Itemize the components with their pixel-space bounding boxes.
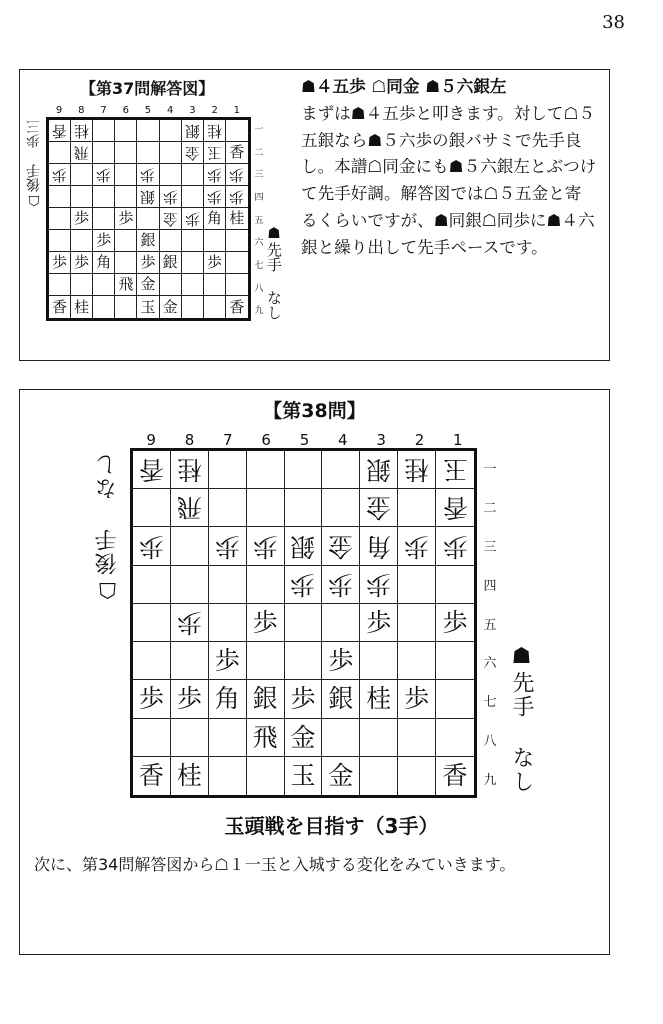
board-square xyxy=(285,680,323,718)
sente-piece: 歩 xyxy=(252,607,278,637)
board-square xyxy=(226,230,248,252)
board-square xyxy=(137,142,159,164)
board-square xyxy=(71,230,93,252)
board-square xyxy=(436,451,474,489)
gote-piece: 歩 xyxy=(252,531,278,561)
rank-label: 一 xyxy=(483,461,497,477)
board-square xyxy=(160,164,182,186)
file-label: 9 xyxy=(55,104,63,116)
board-square xyxy=(204,186,226,208)
board-square xyxy=(115,186,137,208)
board-square xyxy=(360,489,398,527)
sente-piece: 香 xyxy=(52,297,68,316)
board-square xyxy=(160,252,182,274)
board-square xyxy=(133,489,171,527)
board-square xyxy=(204,252,226,274)
file-label: 7 xyxy=(100,104,107,116)
board-square xyxy=(160,120,182,142)
gote-piece: 桂 xyxy=(176,455,202,485)
sente-piece: 飛 xyxy=(252,722,278,752)
board-square xyxy=(204,208,226,230)
sente-piece: 銀 xyxy=(162,253,178,271)
file-label: 3 xyxy=(376,431,386,449)
board-square xyxy=(115,142,137,164)
board-square xyxy=(182,142,204,164)
file-label: 4 xyxy=(338,431,348,449)
gote-piece: 角 xyxy=(366,531,392,561)
board-square xyxy=(247,527,285,565)
board-square xyxy=(209,451,247,489)
board-square xyxy=(115,296,137,318)
board-square xyxy=(93,230,115,252)
board-square xyxy=(226,186,248,208)
board-square xyxy=(360,451,398,489)
body-text-38: 次に、第34問解答図から☖１一玉と入城する変化をみていきます。 xyxy=(34,855,516,874)
sente-piece: 歩 xyxy=(138,684,164,714)
board-square xyxy=(160,208,182,230)
board-square xyxy=(436,527,474,565)
board-square xyxy=(93,164,115,186)
board-square xyxy=(133,566,171,604)
board-square xyxy=(171,566,209,604)
board-square xyxy=(137,230,159,252)
gote-piece: 歩 xyxy=(229,188,245,206)
board-square xyxy=(398,642,436,680)
sente-piece: 桂 xyxy=(229,209,245,227)
file-label: 5 xyxy=(144,104,152,116)
board-square xyxy=(247,719,285,757)
board-square xyxy=(247,757,285,795)
board-square xyxy=(247,680,285,718)
problem-caption-38: 玉頭戦を目指す（3手） xyxy=(224,814,439,838)
board-square xyxy=(160,230,182,252)
sente-piece: 銀 xyxy=(140,231,156,249)
board-square xyxy=(247,451,285,489)
board-square xyxy=(49,208,71,230)
file-labels-38 xyxy=(132,430,477,450)
file-label: 1 xyxy=(233,104,241,116)
board-square xyxy=(133,642,171,680)
board-square xyxy=(398,719,436,757)
board-square xyxy=(160,186,182,208)
file-label: 8 xyxy=(78,104,85,116)
board-square xyxy=(182,230,204,252)
rank-label: 三 xyxy=(254,170,264,181)
sente-piece: 香 xyxy=(229,143,245,161)
commentary-37 xyxy=(301,74,597,262)
sente-piece: 歩 xyxy=(118,209,134,227)
rank-label: 九 xyxy=(483,773,497,789)
gote-piece: 金 xyxy=(184,144,200,162)
board-square xyxy=(360,566,398,604)
board-square xyxy=(360,757,398,795)
gote-piece: 飛 xyxy=(74,144,90,162)
gote-piece: 歩 xyxy=(290,569,316,599)
board-square xyxy=(160,296,182,318)
rank-label: 八 xyxy=(254,283,264,294)
board-square xyxy=(137,296,159,318)
gote-piece: 歩 xyxy=(140,166,156,184)
board-square xyxy=(398,489,436,527)
board-square xyxy=(182,296,204,318)
board-square xyxy=(436,680,474,718)
sente-piece: 金 xyxy=(290,722,316,752)
sente-piece: 歩 xyxy=(206,253,222,271)
file-label: 5 xyxy=(299,431,310,449)
board-square xyxy=(209,566,247,604)
gote-piece: 玉 xyxy=(206,144,222,162)
gote-piece: 歩 xyxy=(328,569,354,599)
board-square xyxy=(171,604,209,642)
sente-piece: 金 xyxy=(162,297,178,316)
board-square xyxy=(322,451,360,489)
board-square xyxy=(285,604,323,642)
board-square xyxy=(209,527,247,565)
file-label: 3 xyxy=(189,104,196,116)
file-label: 8 xyxy=(184,431,195,449)
file-label: 2 xyxy=(414,431,425,449)
sente-hand-38: ☗先手 なし xyxy=(509,644,534,794)
board-square xyxy=(398,680,436,718)
sente-piece: 金 xyxy=(140,275,156,293)
gote-piece: 桂 xyxy=(404,455,430,485)
board-square xyxy=(436,757,474,795)
board-square xyxy=(71,252,93,274)
gote-piece: 歩 xyxy=(162,188,178,206)
board-square xyxy=(247,642,285,680)
board-square xyxy=(115,230,137,252)
board-square xyxy=(71,164,93,186)
board-square xyxy=(182,252,204,274)
gote-piece: 金 xyxy=(328,531,354,561)
board-square xyxy=(247,566,285,604)
gote-piece: 金 xyxy=(162,210,178,228)
board-square xyxy=(137,208,159,230)
board-square xyxy=(93,296,115,318)
board-square xyxy=(436,604,474,642)
board-square xyxy=(171,680,209,718)
board-square xyxy=(436,489,474,527)
board-square xyxy=(360,604,398,642)
rank-label: 八 xyxy=(483,734,497,750)
sente-piece: 角 xyxy=(214,684,240,714)
file-label: 1 xyxy=(453,431,463,449)
rank-label: 一 xyxy=(254,124,264,135)
board-square xyxy=(226,208,248,230)
board-square xyxy=(322,527,360,565)
file-label: 2 xyxy=(211,104,218,116)
board-square xyxy=(398,604,436,642)
sente-hand-37: ☗先手 なし xyxy=(265,224,283,320)
rank-labels-38 xyxy=(481,448,499,798)
rank-label: 二 xyxy=(483,500,497,516)
sente-piece: 桂 xyxy=(176,761,202,791)
gote-piece: 歩 xyxy=(404,531,430,561)
board-square xyxy=(204,120,226,142)
board-square xyxy=(49,164,71,186)
board-square xyxy=(322,489,360,527)
sente-piece: 歩 xyxy=(366,607,392,637)
board-square xyxy=(226,142,248,164)
gote-piece: 歩 xyxy=(138,531,164,561)
board-square xyxy=(322,566,360,604)
gote-piece: 銀 xyxy=(366,455,392,485)
board-square xyxy=(226,164,248,186)
board-square xyxy=(285,642,323,680)
board-square xyxy=(49,186,71,208)
sente-piece: 歩 xyxy=(74,253,90,271)
board-square xyxy=(247,489,285,527)
board-square xyxy=(360,719,398,757)
page-number: 38 xyxy=(602,12,625,33)
board-square xyxy=(137,120,159,142)
gote-piece: 歩 xyxy=(206,166,222,184)
rank-label: 四 xyxy=(483,578,497,594)
gote-piece: 歩 xyxy=(366,569,392,599)
board-square xyxy=(285,757,323,795)
board-square xyxy=(322,680,360,718)
board-square xyxy=(285,719,323,757)
gote-piece: 歩 xyxy=(176,607,202,637)
sente-piece: 金 xyxy=(328,761,354,791)
board-square xyxy=(226,296,248,318)
board-square xyxy=(71,120,93,142)
gote-piece: 歩 xyxy=(206,188,222,206)
board-square xyxy=(133,719,171,757)
board-square xyxy=(285,451,323,489)
sente-piece: 銀 xyxy=(252,684,278,714)
board-square xyxy=(285,566,323,604)
file-label: 7 xyxy=(223,431,233,449)
board-square xyxy=(115,274,137,296)
board-square xyxy=(93,120,115,142)
file-labels-37 xyxy=(48,103,248,117)
board-square xyxy=(209,604,247,642)
board-square xyxy=(398,527,436,565)
file-label: 4 xyxy=(167,104,174,116)
board-square xyxy=(133,604,171,642)
board-square xyxy=(71,296,93,318)
board-square xyxy=(171,451,209,489)
rank-label: 九 xyxy=(254,306,264,317)
gote-piece: 飛 xyxy=(176,493,202,523)
rank-label: 七 xyxy=(254,260,264,271)
board-square xyxy=(71,274,93,296)
panel-title-37: 【第37問解答図】 xyxy=(80,79,215,98)
board-square xyxy=(133,757,171,795)
gote-piece: 歩 xyxy=(184,210,200,228)
board-square xyxy=(115,120,137,142)
board-square xyxy=(209,642,247,680)
sente-piece: 香 xyxy=(442,761,468,791)
board-square xyxy=(171,527,209,565)
board-square xyxy=(171,719,209,757)
gote-piece: 歩 xyxy=(442,531,468,561)
board-square xyxy=(182,208,204,230)
board-square xyxy=(436,719,474,757)
rank-label: 三 xyxy=(483,539,497,555)
sente-piece: 銀 xyxy=(328,684,354,714)
gote-piece: 銀 xyxy=(140,188,156,206)
sente-piece: 玉 xyxy=(290,761,316,791)
board-square xyxy=(204,296,226,318)
board-square xyxy=(71,186,93,208)
board-square xyxy=(285,489,323,527)
rank-label: 五 xyxy=(254,215,264,226)
board-square xyxy=(226,120,248,142)
gote-piece: 歩 xyxy=(214,531,240,561)
board-square xyxy=(115,252,137,274)
board-square xyxy=(182,274,204,296)
board-square xyxy=(71,142,93,164)
board-square xyxy=(137,186,159,208)
sente-piece: 歩 xyxy=(290,684,316,714)
commentary-text-37: まずは☗４五歩と叩きます。対して☖５五銀なら☗５六歩の銀バサミで先手良し。本譜☖同金にも☗５六銀左とぶつけて先手好調。解答図では☖５五金と寄るくらいですが、☗同銀☖同歩に☗４六銀と繰り出して先手ペースです。 xyxy=(301,103,597,257)
sente-piece: 香 xyxy=(138,761,164,791)
gote-piece: 歩 xyxy=(52,166,68,184)
board-square xyxy=(285,527,323,565)
board-square xyxy=(115,208,137,230)
board-square xyxy=(204,274,226,296)
board-square xyxy=(71,208,93,230)
answer-moves-37: ☗４五歩 ☖同金 ☗５六銀左 xyxy=(301,77,507,96)
gote-piece: 香 xyxy=(138,455,164,485)
file-label: 9 xyxy=(146,431,156,449)
board-square xyxy=(137,252,159,274)
board-square xyxy=(182,186,204,208)
board-square xyxy=(182,120,204,142)
board-square xyxy=(436,642,474,680)
board-square xyxy=(49,296,71,318)
sente-piece: 歩 xyxy=(52,253,68,271)
board-square xyxy=(133,527,171,565)
rank-label: 四 xyxy=(254,192,264,203)
sente-piece: 歩 xyxy=(140,253,156,271)
board-square xyxy=(137,274,159,296)
sente-piece: 角 xyxy=(96,253,112,271)
board-square xyxy=(398,451,436,489)
sente-piece: 歩 xyxy=(96,231,112,249)
board-square xyxy=(360,642,398,680)
board-square xyxy=(398,566,436,604)
board-square xyxy=(226,252,248,274)
gote-piece: 金 xyxy=(366,493,392,523)
gote-piece: 歩 xyxy=(96,166,112,184)
board-square xyxy=(49,230,71,252)
board-square xyxy=(436,566,474,604)
board-square xyxy=(160,142,182,164)
sente-piece: 桂 xyxy=(366,684,392,714)
rank-label: 二 xyxy=(254,147,264,158)
sente-piece: 飛 xyxy=(118,275,134,293)
board-square xyxy=(93,274,115,296)
board-square xyxy=(209,680,247,718)
gote-piece: 銀 xyxy=(184,122,200,140)
sente-piece: 歩 xyxy=(328,646,354,676)
board-square xyxy=(204,230,226,252)
gote-hand-38: ☖後手 なし xyxy=(95,452,120,602)
board-square xyxy=(133,680,171,718)
sente-piece: 歩 xyxy=(404,684,430,714)
board-square xyxy=(398,757,436,795)
sente-piece: 歩 xyxy=(442,607,468,637)
rank-label: 五 xyxy=(483,617,497,633)
board-square xyxy=(226,274,248,296)
shogi-board-37 xyxy=(46,117,251,321)
gote-piece: 香 xyxy=(442,493,468,523)
gote-piece: 銀 xyxy=(290,531,316,561)
board-square xyxy=(209,489,247,527)
board-square xyxy=(115,164,137,186)
board-square xyxy=(182,164,204,186)
board-square xyxy=(204,164,226,186)
sente-piece: 香 xyxy=(229,297,245,316)
board-square xyxy=(93,142,115,164)
gote-piece: 玉 xyxy=(442,455,468,485)
board-square xyxy=(247,604,285,642)
board-square xyxy=(322,719,360,757)
gote-piece: 歩 xyxy=(229,166,245,184)
gote-piece: 桂 xyxy=(74,122,90,140)
gote-piece: 香 xyxy=(52,122,68,140)
file-label: 6 xyxy=(261,431,271,449)
sente-piece: 歩 xyxy=(74,209,90,227)
gote-hand-37: ☖後手 歩三 xyxy=(26,120,42,208)
board-square xyxy=(160,274,182,296)
board-square xyxy=(49,252,71,274)
board-square xyxy=(204,142,226,164)
file-label: 6 xyxy=(122,104,129,116)
board-square xyxy=(49,120,71,142)
rank-label: 七 xyxy=(483,695,497,711)
board-square xyxy=(209,719,247,757)
rank-label: 六 xyxy=(483,656,497,672)
board-square xyxy=(171,757,209,795)
board-square xyxy=(49,142,71,164)
board-square xyxy=(322,604,360,642)
board-square xyxy=(49,274,71,296)
board-square xyxy=(93,252,115,274)
board-square xyxy=(360,680,398,718)
rank-label: 六 xyxy=(254,238,264,249)
board-square xyxy=(133,451,171,489)
board-square xyxy=(93,186,115,208)
sente-piece: 玉 xyxy=(140,297,156,316)
shogi-board-38 xyxy=(130,448,477,798)
board-square xyxy=(322,757,360,795)
board-square xyxy=(93,208,115,230)
board-square xyxy=(209,757,247,795)
panel-title-38: 【第38問】 xyxy=(263,400,366,422)
sente-piece: 歩 xyxy=(214,646,240,676)
sente-piece: 桂 xyxy=(74,297,90,316)
sente-piece: 歩 xyxy=(176,684,202,714)
board-square xyxy=(137,164,159,186)
board-square xyxy=(171,489,209,527)
gote-piece: 桂 xyxy=(206,122,222,140)
board-square xyxy=(360,527,398,565)
board-square xyxy=(322,642,360,680)
sente-piece: 角 xyxy=(206,209,222,227)
board-square xyxy=(171,642,209,680)
